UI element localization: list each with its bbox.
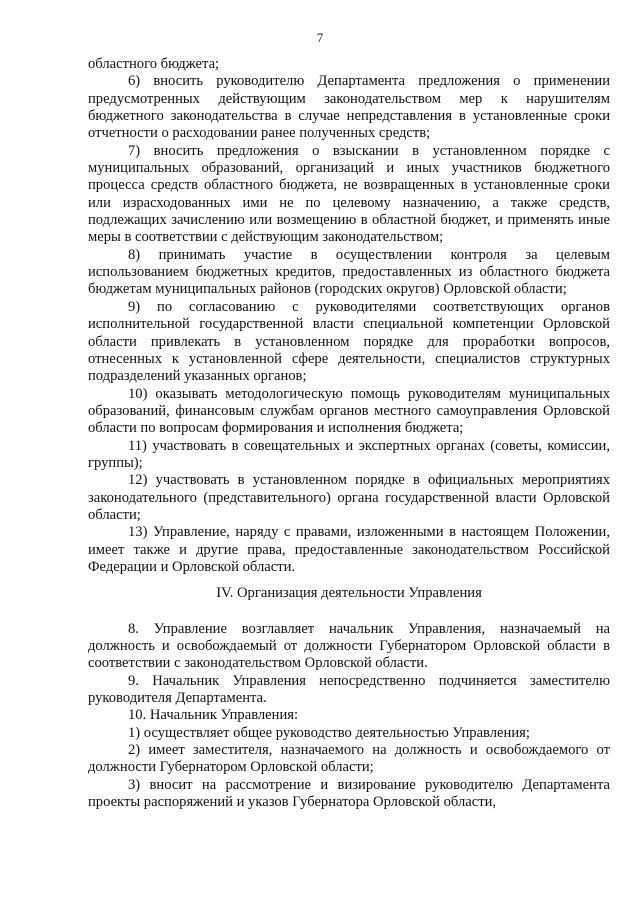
paragraph-item-10: 10) оказывать методологическую помощь руководителям муниципальных образований, финансовым службам органов местного самоуправления Орловской области по вопросам формирования и исполнения бюджета; bbox=[88, 385, 610, 437]
section-heading: IV. Организация деятельности Управления bbox=[216, 585, 482, 602]
paragraph-clause-8: 8. Управление возглавляет начальник Управления, назначаемый на должность и освобождаемый от должности Губернатором Орловской области в соответствии с законодательством Орловской области. bbox=[88, 620, 610, 672]
paragraph-item-12: 12) участвовать в установленном порядке в официальных мероприятиях законодательного (представительного) органа государственной власти Орловской области; bbox=[88, 472, 610, 523]
paragraph-item-6: 6) вносить руководителю Департамента предложения о применении предусмотренных действующим законодательством мер к нарушителям бюджетного законодательства в случае непредставления в установленные сроки отчетности о расходовании ранее полученных средств; bbox=[88, 73, 610, 142]
paragraph-clause-9: 9. Начальник Управления непосредственно подчиняется заместителю руководителя Департамента. bbox=[88, 672, 610, 707]
paragraph-item-8: 8) принимать участие в осуществлении контроля за целевым использованием бюджетных кредитов, предоставленных из областного бюджета бюджетам муниципальных районов (городских округов) Орловской области; bbox=[88, 246, 610, 298]
paragraph-item-11: 11) участвовать в совещательных и экспертных органах (советы, комиссии, группы); bbox=[88, 437, 610, 471]
document-body bbox=[88, 56, 610, 811]
paragraph-clause-10-item-2: 2) имеет заместителя, назначаемого на должность и освобождаемого от должности Губернатором Орловской области; bbox=[88, 742, 610, 776]
paragraph-clause-10: 10. Начальник Управления: bbox=[128, 707, 299, 724]
paragraph-clause-10-item-1: 1) осуществляет общее руководство деятельностью Управления; bbox=[128, 724, 530, 741]
paragraph-item-7: 7) вносить предложения о взыскании в установленном порядке с муниципальных образований, организаций и иных участников бюджетного процесса средств областного бюджета, не возвращенных в установленные сроки или израсходованных ими не по целевому назначению, а также средств, подлежащих зачислению или возмещению в областной бюджет, и применять иные меры в соответствии с действующим законодательством; bbox=[88, 142, 610, 246]
paragraph-item-9: 9) по согласованию с руководителями соответствующих органов исполнительной государственной власти специальной компетенции Орловской области привлекать в установленном порядке для проработки вопросов, отнесенных к установленной сфере деятельности, специалистов структурных подразделений указанных органов; bbox=[88, 298, 610, 385]
paragraph-continuation: областного бюджета; bbox=[88, 56, 220, 72]
page-number: 7 bbox=[316, 30, 324, 45]
section-spacer bbox=[88, 614, 610, 621]
paragraph-clause-10-item-3: 3) вносит на рассмотрение и визирование руководителю Департамента проекты распоряжений и указов Губернатора Орловской области, bbox=[88, 776, 610, 811]
paragraph-item-13: 13) Управление, наряду с правами, изложенными в настоящем Положении, имеет также и другие права, предоставленные законодательством Российской Федерации и Орловской области. bbox=[88, 524, 610, 575]
